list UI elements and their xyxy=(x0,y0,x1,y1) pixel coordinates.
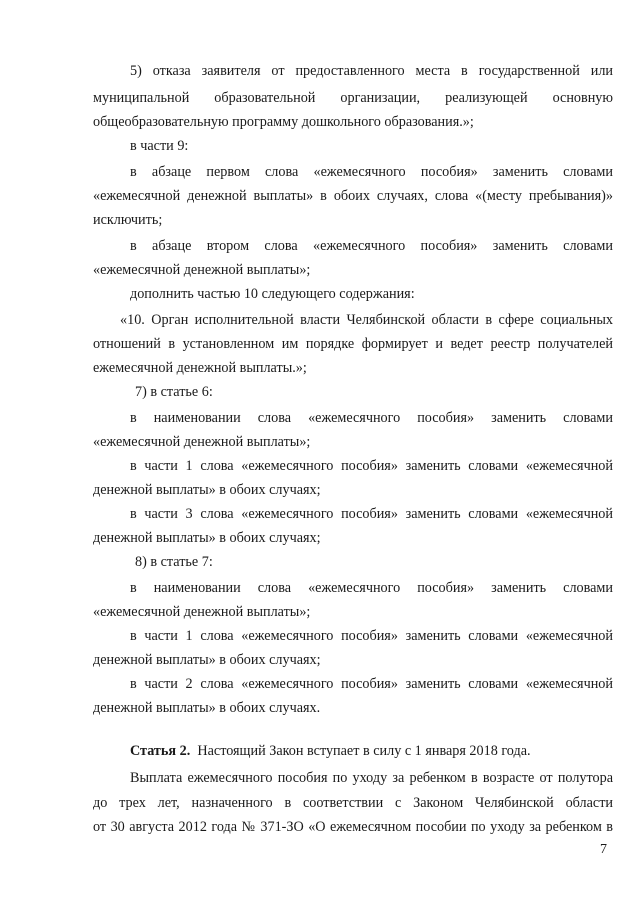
article-2-heading: Статья 2. xyxy=(130,743,191,759)
text-line: в абзаце первом слова «ежемесячного пособия» заменить словами xyxy=(130,164,613,180)
text-line: дополнить частью 10 следующего содержания: xyxy=(130,286,415,302)
text-line: денежной выплаты» в обоих случаях; xyxy=(93,530,321,546)
article-2-text: Настоящий Закон вступает в силу с 1 января 2018 года. xyxy=(197,743,531,759)
text-line: ежемесячной денежной выплаты.»; xyxy=(93,360,307,376)
text-line: 7) в статье 6: xyxy=(135,384,213,400)
text-line: «ежемесячной денежной выплаты»; xyxy=(93,434,311,450)
text-line: 8) в статье 7: xyxy=(135,554,213,570)
text-line: муниципальной образовательной организации, реализующей основную xyxy=(93,90,613,106)
text-line: в части 2 слова «ежемесячного пособия» заменить словами «ежемесячной xyxy=(130,676,613,692)
text-line: общеобразовательную программу дошкольного образования.»; xyxy=(93,114,474,130)
text-line: Выплата ежемесячного пособия по уходу за ребенком в возрасте от полутора xyxy=(130,770,613,786)
text-line: в наименовании слова «ежемесячного пособия» заменить словами xyxy=(130,580,613,596)
text-line: в части 1 слова «ежемесячного пособия» заменить словами «ежемесячной xyxy=(130,458,613,474)
text-line: «10. Орган исполнительной власти Челябинской области в сфере социальных xyxy=(120,312,613,328)
text-line: 5) отказа заявителя от предоставленного места в государственной или xyxy=(130,63,613,79)
text-line: в части 3 слова «ежемесячного пособия» заменить словами «ежемесячной xyxy=(130,506,613,522)
text-line: «ежемесячной денежной выплаты»; xyxy=(93,262,311,278)
text-line: в части 1 слова «ежемесячного пособия» заменить словами «ежемесячной xyxy=(130,628,613,644)
text-line: денежной выплаты» в обоих случаях. xyxy=(93,700,321,716)
text-line: в наименовании слова «ежемесячного пособия» заменить словами xyxy=(130,410,613,426)
text-line: денежной выплаты» в обоих случаях; xyxy=(93,652,321,668)
page-number: 7 xyxy=(600,842,607,857)
text-line: в части 9: xyxy=(130,138,189,154)
article-2-paragraph xyxy=(130,742,613,760)
text-line: «ежемесячной денежной выплаты»; xyxy=(93,604,311,620)
text-line: отношений в установленном им порядке формирует и ведет реестр получателей xyxy=(93,336,613,352)
text-line: до трех лет, назначенного в соответствии с Законом Челябинской области xyxy=(93,795,613,811)
text-line: от 30 августа 2012 года № 371-ЗО «О ежемесячном пособии по уходу за ребенком в xyxy=(93,819,613,835)
text-line: «ежемесячной денежной выплаты» в обоих случаях, слова «(месту пребывания)» xyxy=(93,188,613,204)
text-line: исключить; xyxy=(93,212,163,228)
text-line: денежной выплаты» в обоих случаях; xyxy=(93,482,321,498)
text-line: в абзаце втором слова «ежемесячного пособия» заменить словами xyxy=(130,238,613,254)
